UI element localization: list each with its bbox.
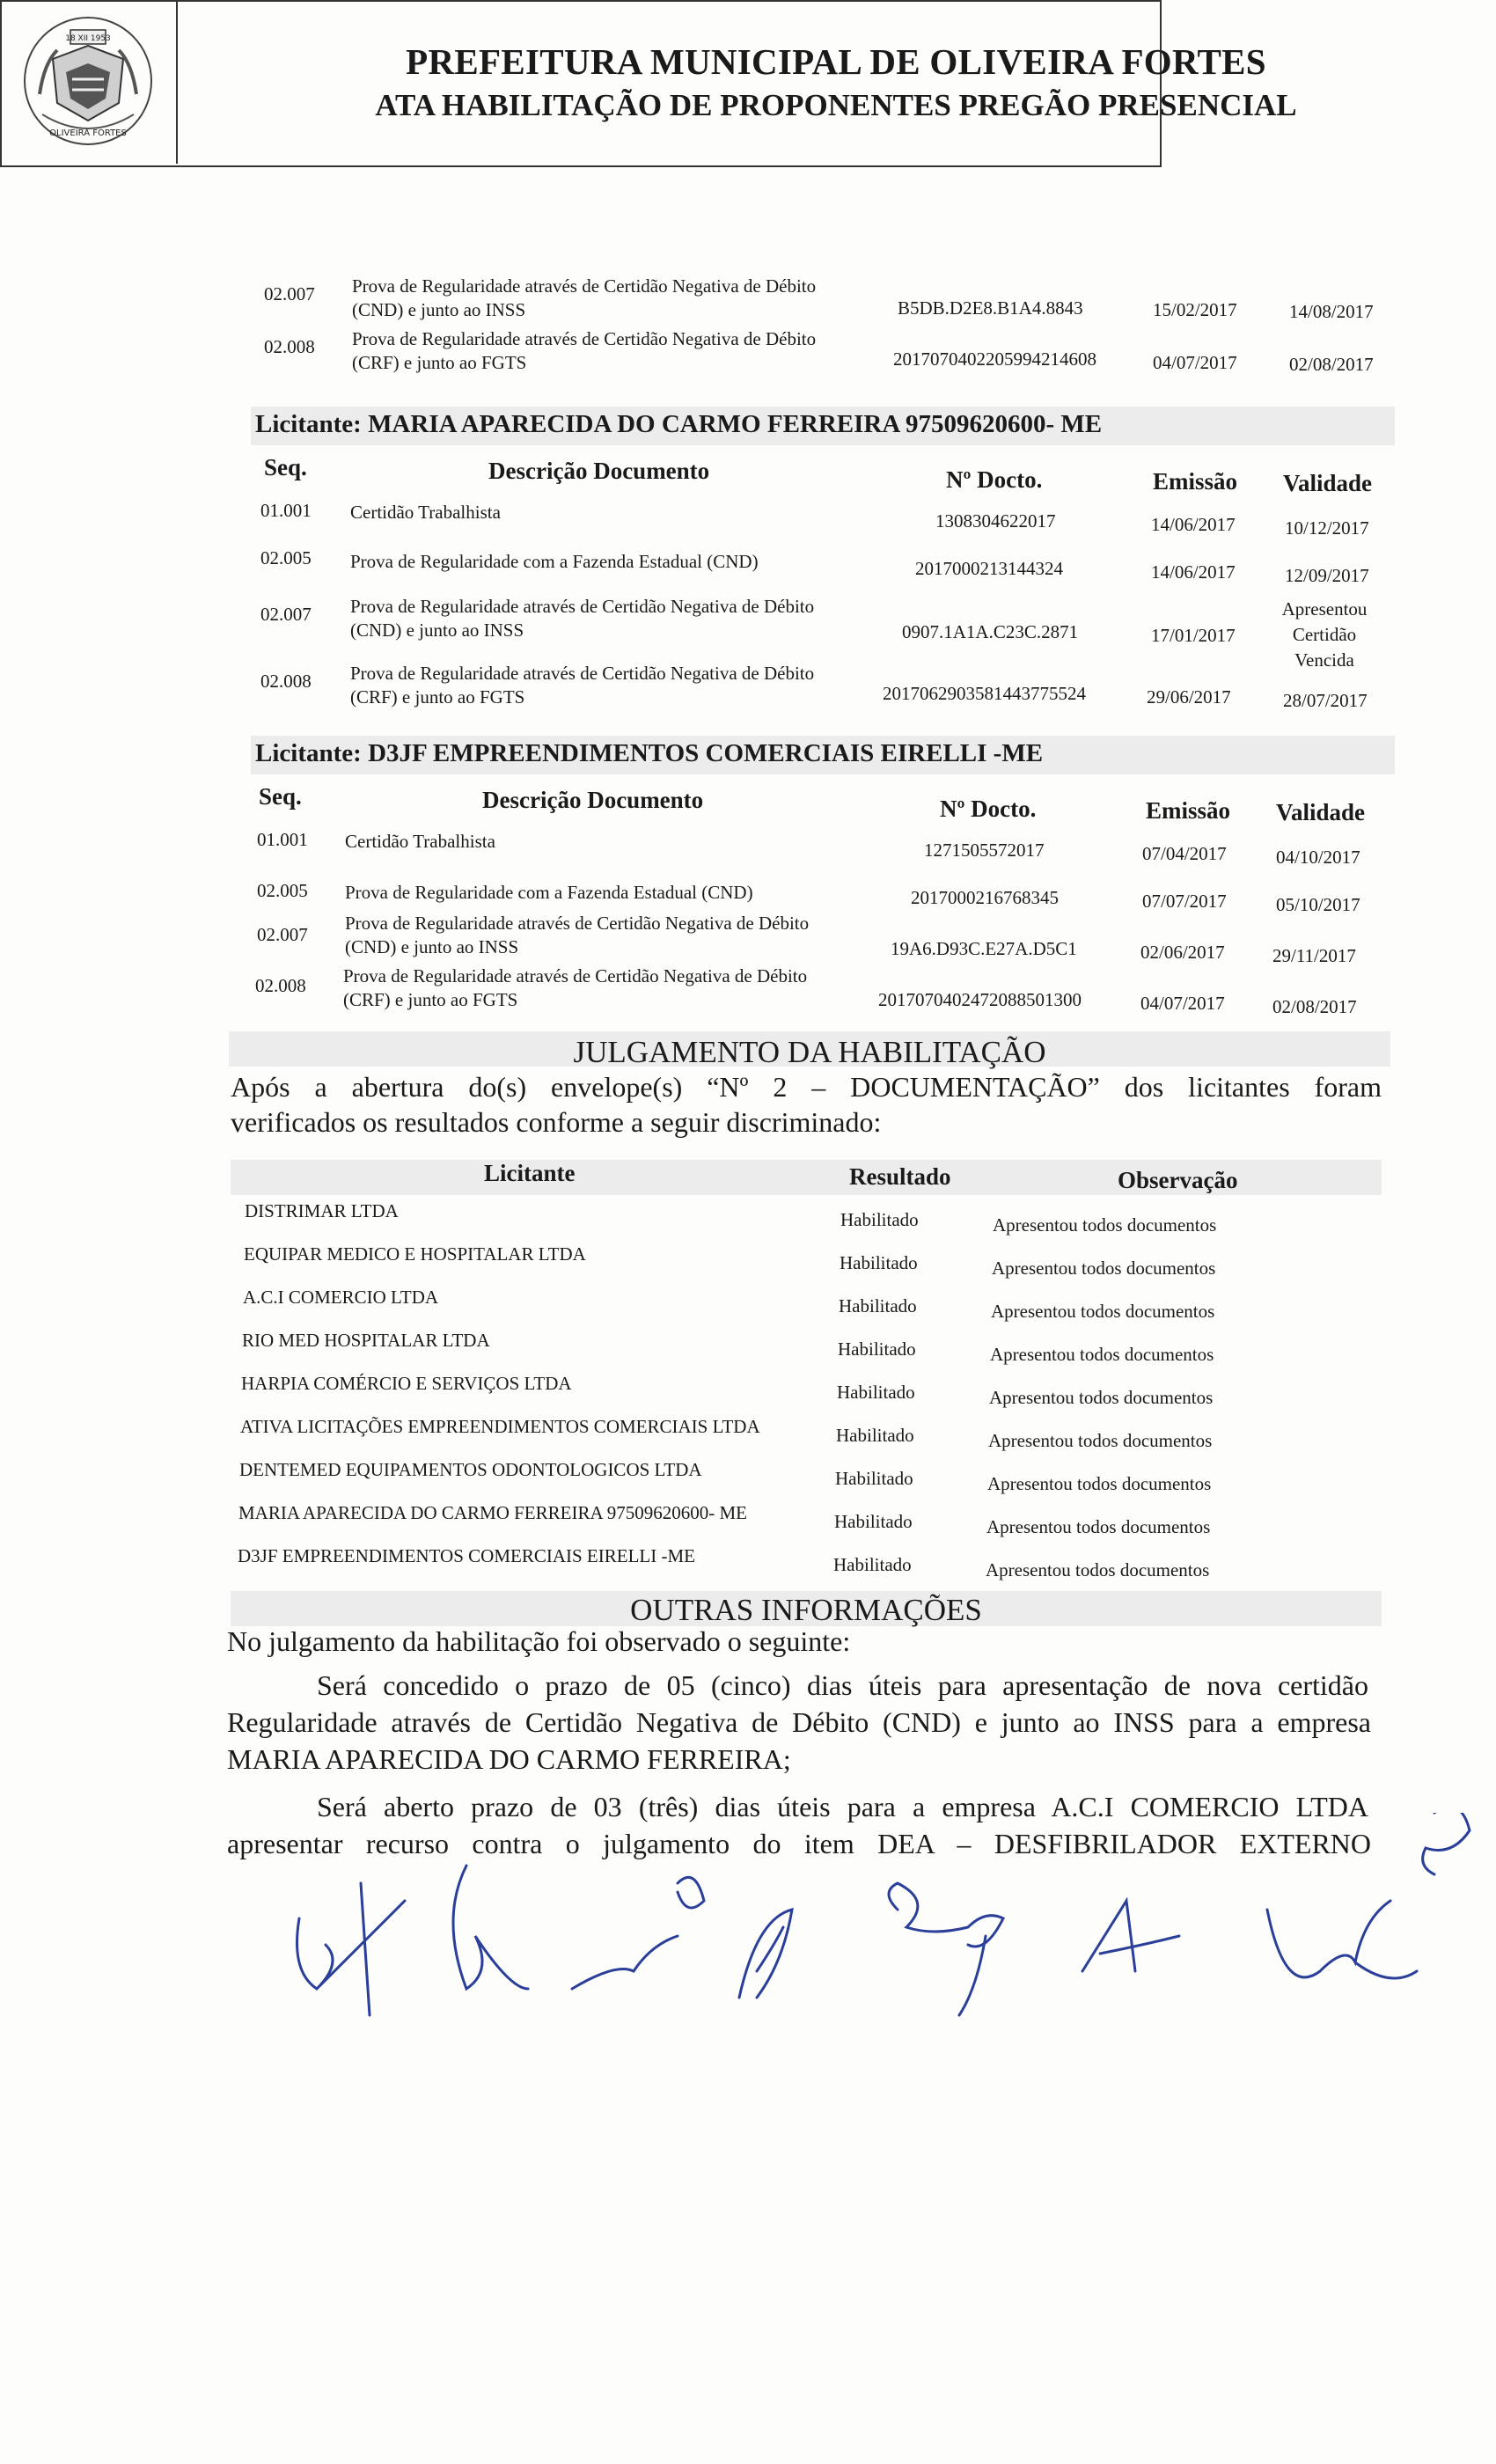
validade-cell: 02/08/2017: [1272, 996, 1357, 1017]
signature-6: [1082, 1901, 1179, 1971]
validade-cell: 04/10/2017: [1276, 847, 1360, 868]
result-observacao: Apresentou todos documentos: [989, 1387, 1214, 1408]
validade-cell: 02/08/2017: [1289, 354, 1374, 375]
col-validade: Validade: [1276, 799, 1366, 825]
emissao-cell: 04/07/2017: [1153, 352, 1237, 373]
seq-cell: 02.005: [257, 880, 308, 901]
emissao-cell: 14/06/2017: [1151, 561, 1236, 583]
result-licitante: RIO MED HOSPITALAR LTDA: [242, 1330, 490, 1351]
result-observacao: Apresentou todos documentos: [987, 1473, 1212, 1494]
desc-cell: [352, 275, 816, 322]
other-info-line: apresentar recurso contra o julgamento do item DEA – DESFIBRILADOR EXTERNO: [227, 1828, 1371, 1859]
emissao-cell: 14/06/2017: [1151, 514, 1236, 535]
result-licitante: EQUIPAR MEDICO E HOSPITALAR LTDA: [244, 1243, 586, 1265]
signature-1: [297, 1883, 406, 2015]
col-docto: Nº Docto.: [940, 796, 1037, 822]
col-observacao: Observação: [1118, 1167, 1238, 1193]
signatures: [264, 1813, 1496, 2059]
signature-5: [889, 1883, 1003, 2015]
validade-line: Apresentou: [1281, 598, 1368, 620]
docto-cell: 0907.1A1A.C23C.2871: [902, 621, 1079, 642]
desc-line: (CRF) e junto ao FGTS: [343, 989, 518, 1010]
judgment-intro-line: verificados os resultados conforme a seguir discriminado:: [231, 1106, 882, 1138]
desc-cell: [343, 964, 807, 1012]
emissao-cell: 07/07/2017: [1142, 891, 1227, 912]
seq-cell: 02.008: [255, 975, 306, 996]
seq-cell: 02.008: [264, 336, 315, 357]
col-resultado: Resultado: [849, 1163, 951, 1190]
seq-cell: 01.001: [260, 500, 312, 521]
col-seq: Seq.: [264, 454, 307, 480]
other-info-line: Será concedido o prazo de 05 (cinco) dias úteis para apresentação de nova certidão: [317, 1669, 1368, 1701]
desc-line: Prova de Regularidade através de Certidão Negativa de Débito: [350, 596, 815, 617]
result-observacao: Apresentou todos documentos: [990, 1344, 1214, 1365]
result-status: Habilitado: [839, 1295, 917, 1316]
emissao-cell: 02/06/2017: [1140, 942, 1225, 963]
other-info-line: Regularidade através de Certidão Negativa de Débito (CND) e junto ao INSS para a empresa: [227, 1706, 1371, 1738]
validade-cell: 28/07/2017: [1283, 690, 1368, 711]
validade-cell: [1276, 597, 1373, 673]
coat-of-arms-icon: [18, 11, 158, 151]
result-observacao: Apresentou todos documentos: [986, 1516, 1211, 1537]
validade-cell: 12/09/2017: [1285, 565, 1369, 586]
municipal-seal: [0, 0, 178, 164]
result-licitante: A.C.I COMERCIO LTDA: [243, 1287, 439, 1308]
emissao-cell: 07/04/2017: [1142, 843, 1227, 864]
result-observacao: Apresentou todos documentos: [992, 1258, 1216, 1279]
result-observacao: Apresentou todos documentos: [986, 1559, 1210, 1580]
validade-cell: 10/12/2017: [1285, 517, 1369, 539]
desc-line: Prova de Regularidade através de Certidão Negativa de Débito: [352, 328, 817, 349]
licitante-label: Licitante:: [255, 410, 362, 438]
seal-date: 18 XII 1953: [65, 34, 111, 43]
desc-line: (CRF) e junto ao FGTS: [350, 686, 525, 708]
result-status: Habilitado: [840, 1209, 919, 1230]
desc-line: Prova de Regularidade através de Certidão Negativa de Débito: [343, 965, 808, 986]
bidder-heading: [255, 410, 1102, 439]
desc-cell: [345, 912, 809, 959]
desc-line: (CND) e junto ao INSS: [345, 936, 519, 957]
docto-cell: B5DB.D2E8.B1A4.8843: [898, 297, 1083, 319]
other-info-line: MARIA APARECIDA DO CARMO FERREIRA;: [227, 1743, 791, 1775]
seq-cell: 01.001: [257, 829, 308, 850]
result-observacao: Apresentou todos documentos: [988, 1430, 1213, 1451]
other-info-line: Será aberto prazo de 03 (três) dias úteis para a empresa A.C.I COMERCIO LTDA: [317, 1791, 1368, 1822]
result-status: Habilitado: [834, 1511, 913, 1532]
seq-cell: 02.007: [260, 604, 312, 625]
col-licitante: Licitante: [484, 1160, 576, 1186]
validade-cell: 29/11/2017: [1272, 945, 1356, 966]
desc-line: (CND) e junto ao INSS: [352, 299, 526, 320]
result-status: Habilitado: [840, 1252, 918, 1273]
other-info-title: OUTRAS INFORMAÇÕES: [630, 1593, 982, 1627]
docto-cell: 2017070402205994214608: [893, 348, 1096, 370]
emissao-cell: 29/06/2017: [1147, 686, 1231, 708]
result-licitante: DENTEMED EQUIPAMENTOS ODONTOLOGICOS LTDA: [239, 1459, 702, 1480]
col-emissao: Emissão: [1153, 468, 1238, 495]
signature-4: [739, 1910, 792, 1998]
result-status: Habilitado: [836, 1425, 914, 1446]
other-info-line: No julgamento da habilitação foi observado o seguinte:: [227, 1625, 851, 1657]
result-licitante: HARPIA COMÉRCIO E SERVIÇOS LTDA: [241, 1373, 572, 1394]
judgment-intro-line: Após a abertura do(s) envelope(s) “Nº 2 – DOCUMENTAÇÃO” dos licitantes foram: [231, 1071, 1382, 1103]
result-status: Habilitado: [838, 1338, 916, 1360]
signature-8: [1423, 1813, 1470, 1874]
signature-2: [453, 1866, 528, 1989]
seq-cell: 02.007: [257, 924, 308, 945]
judgment-title: JULGAMENTO DA HABILITAÇÃO: [573, 1035, 1046, 1069]
result-licitante: DISTRIMAR LTDA: [245, 1200, 399, 1221]
page-title: PREFEITURA MUNICIPAL DE OLIVEIRA FORTES: [406, 41, 1266, 82]
desc-line: (CND) e junto ao INSS: [350, 620, 524, 641]
validade-cell: 05/10/2017: [1276, 894, 1360, 915]
desc-cell: Certidão Trabalhista: [350, 502, 501, 523]
validade-line: Certidão: [1292, 624, 1357, 645]
docto-cell: 19A6.D93C.E27A.D5C1: [891, 938, 1077, 959]
result-observacao: Apresentou todos documentos: [991, 1301, 1215, 1322]
result-licitante: D3JF EMPREENDIMENTOS COMERCIAIS EIRELLI -ME: [238, 1545, 695, 1566]
validade-cell: 14/08/2017: [1289, 301, 1374, 322]
seq-cell: 02.005: [260, 547, 312, 568]
result-observacao: Apresentou todos documentos: [993, 1214, 1217, 1236]
seq-cell: 02.008: [260, 671, 312, 692]
col-emissao: Emissão: [1146, 797, 1231, 824]
desc-cell: Prova de Regularidade com a Fazenda Estadual (CND): [350, 551, 759, 572]
desc-cell: [350, 595, 814, 642]
seal-name: OLIVEIRA FORTES: [49, 128, 127, 138]
signature-7: [1267, 1901, 1417, 1978]
docto-cell: 1308304622017: [935, 510, 1056, 532]
docto-cell: 1271505572017: [924, 840, 1045, 861]
docto-cell: 2017000213144324: [915, 558, 1063, 579]
col-validade: Validade: [1283, 470, 1373, 496]
desc-cell: Certidão Trabalhista: [345, 831, 495, 852]
desc-line: Prova de Regularidade através de Certidão Negativa de Débito: [350, 663, 815, 684]
bidder-name: D3JF EMPREENDIMENTOS COMERCIAIS EIRELLI -ME: [368, 739, 1044, 767]
signature-3: [572, 1877, 704, 1989]
desc-cell: Prova de Regularidade com a Fazenda Estadual (CND): [345, 882, 753, 903]
col-desc: Descrição Documento: [482, 787, 704, 813]
docto-cell: 2017062903581443775524: [883, 683, 1086, 704]
desc-line: (CRF) e junto ao FGTS: [352, 352, 527, 373]
docto-cell: 2017070402472088501300: [878, 989, 1082, 1010]
result-status: Habilitado: [833, 1554, 912, 1575]
desc-line: Prova de Regularidade através de Certidão Negativa de Débito: [352, 275, 817, 297]
result-licitante: MARIA APARECIDA DO CARMO FERREIRA 97509620600- ME: [238, 1502, 747, 1523]
emissao-cell: 17/01/2017: [1151, 625, 1236, 646]
emissao-cell: 15/02/2017: [1153, 299, 1237, 320]
result-status: Habilitado: [835, 1468, 913, 1489]
page-subtitle: ATA HABILITAÇÃO DE PROPONENTES PREGÃO PRESENCIAL: [375, 88, 1297, 122]
desc-cell: [352, 327, 816, 375]
document-header: [0, 0, 1297, 167]
desc-line: Prova de Regularidade através de Certidão Negativa de Débito: [345, 913, 810, 934]
col-desc: Descrição Documento: [488, 458, 710, 484]
col-docto: Nº Docto.: [946, 466, 1043, 493]
emissao-cell: 04/07/2017: [1140, 993, 1225, 1014]
desc-cell: [350, 662, 814, 709]
docto-cell: 2017000216768345: [911, 887, 1059, 908]
result-status: Habilitado: [837, 1382, 915, 1403]
result-licitante: ATIVA LICITAÇÕES EMPREENDIMENTOS COMERCIAIS LTDA: [240, 1416, 760, 1437]
validade-line: Vencida: [1294, 649, 1354, 671]
seq-cell: 02.007: [264, 283, 315, 304]
col-seq: Seq.: [259, 783, 302, 810]
licitante-label: Licitante:: [255, 739, 362, 767]
bidder-heading: [255, 739, 1043, 768]
bidder-name: MARIA APARECIDA DO CARMO FERREIRA 97509620600- ME: [368, 410, 1103, 438]
